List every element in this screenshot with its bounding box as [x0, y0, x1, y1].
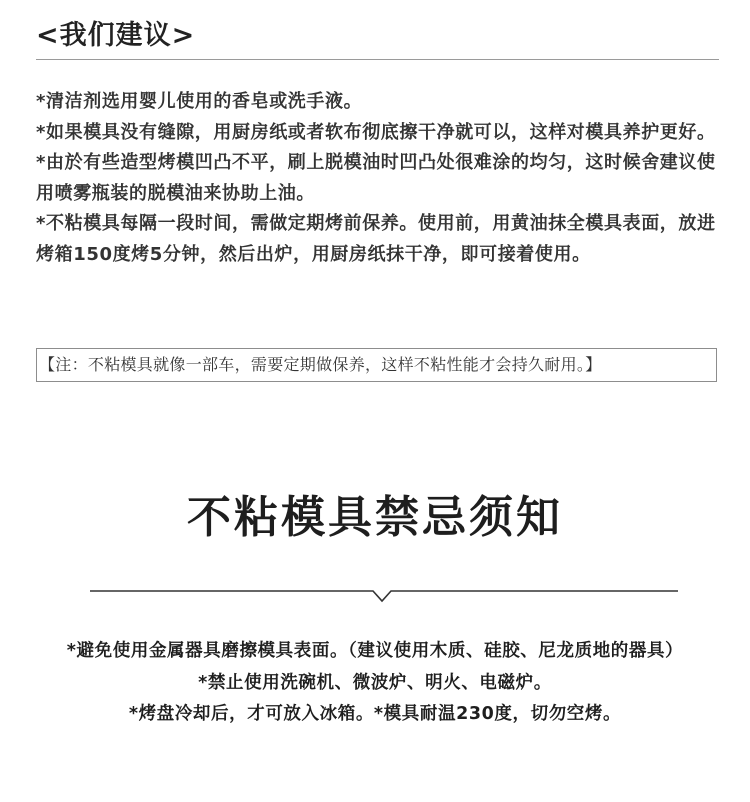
warning-title: 不粘模具禁忌须知 — [187, 492, 563, 543]
advice-item-2: *如果模具没有缝隙，用厨房纸或者软布彻底擦干净就可以，这样对模具养护更好。 — [36, 121, 716, 143]
advice-item-4: *不粘模具每隔一段时间，需做定期烤前保养。使用前，用黄油抹全模具表面，放进烤箱150度烤5分钟，然后出炉，用厨房纸抹干净，即可接着使用。 — [36, 213, 716, 265]
warning-item-3: *烤盘冷却后，才可放入冰箱。*模具耐温230度，切勿空烤。 — [128, 704, 622, 724]
advice-header: <我们建议> — [36, 20, 196, 51]
warning-list — [0, 636, 750, 731]
warning-item-2: *禁止使用洗碗机、微波炉、明火、电磁炉。 — [198, 672, 552, 693]
header-divider — [36, 59, 719, 60]
maintenance-note: 【注：不粘模具就像一部车，需要定期做保养，这样不粘性能才会持久耐用。】 — [36, 348, 717, 382]
advice-item-1: *清洁剂选用婴儿使用的香皂或洗手液。 — [36, 91, 363, 112]
warning-item-1: *避免使用金属器具磨擦模具表面。（建议使用木质、硅胶、尼龙质地的器具） — [66, 641, 684, 661]
advice-list — [36, 87, 726, 270]
title-divider — [90, 583, 678, 605]
advice-item-3: *由於有些造型烤模凹凸不平，刷上脱模油时凹凸处很难涂的均匀，这时候舍建议使用喷雾瓶装的脱模油来协助上油。 — [36, 152, 716, 204]
